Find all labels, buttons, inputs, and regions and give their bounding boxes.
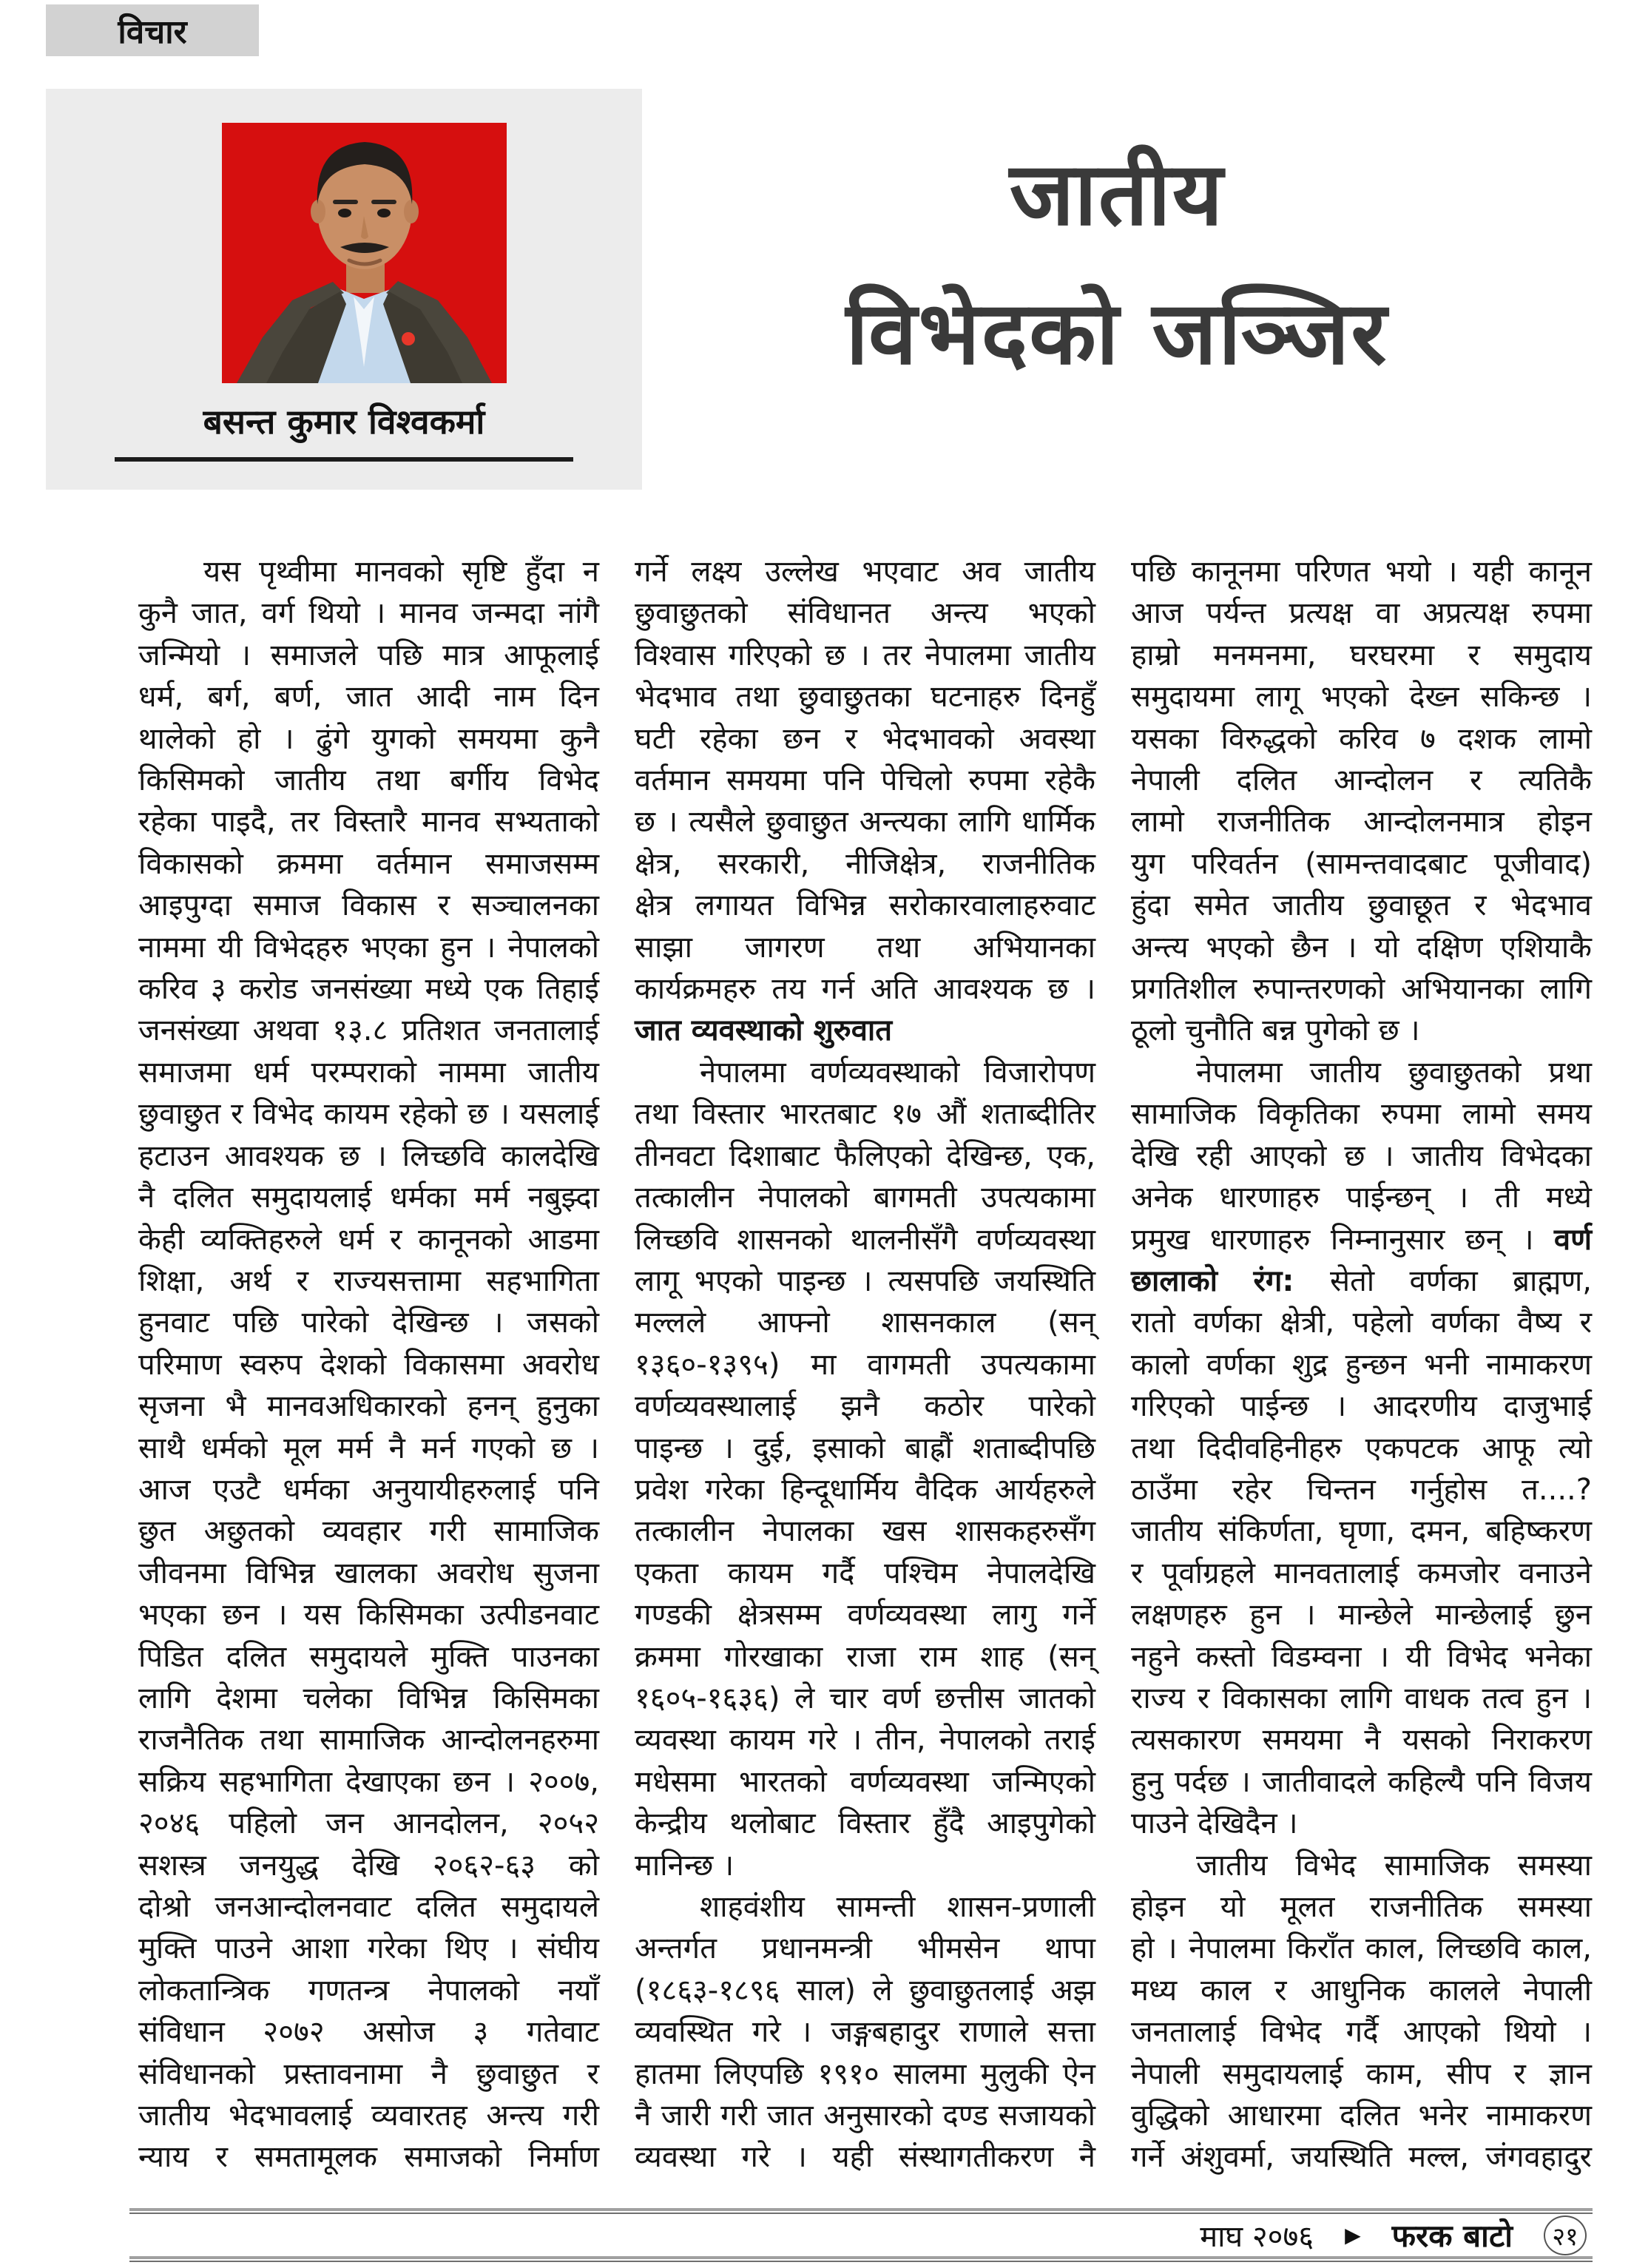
text-line: नाममा यी विभेदहरु भएका हुन । नेपालको — [138, 930, 599, 965]
text-line: जीवनमा विभिन्न खालका अवरोध सुजना — [138, 1556, 599, 1590]
text-line: नै दलित समुदायलाई धर्मका मर्म नबुझ्दा — [138, 1181, 599, 1215]
text-line: न्याय र समतामूलक समाजको निर्माण — [138, 2140, 599, 2175]
text-line: प्रगतिशील रुपान्तरणको अभियानका लागि — [1131, 972, 1592, 1007]
text-line: समाजमा धर्म परम्पराको नाममा जातीय — [138, 1055, 599, 1090]
text-line: मल्लले आफ्नो शासनकाल (सन् — [635, 1306, 1095, 1340]
author-name: बसन्त कुमार विश्वकर्मा — [203, 402, 485, 442]
article-title-line2: विभेदको जञ्जिर — [845, 282, 1388, 384]
text-line: एकता कायम गर्दै पश्चिम नेपालदेखि — [635, 1556, 1095, 1590]
text-line: सृजना भै मानवअधिकारको हनन् हुनुका — [138, 1389, 599, 1424]
text-line: छ । त्यसैले छुवाछुत अन्त्यका लागि धार्मिक — [635, 805, 1095, 840]
text-line: नै जारी गरी जात अनुसारको दण्ड सजायको — [635, 2099, 1095, 2133]
text-line: शिक्षा, अर्थ र राज्यसत्तामा सहभागिता — [138, 1263, 599, 1298]
text-line: वर्णव्यवस्थालाई झनै कठोर पारेको — [635, 1389, 1095, 1424]
text-line: भएका छन । यस किसिमका उत्पीडनवाट — [138, 1598, 599, 1633]
text-line: रहेका पाइदै, तर विस्तारै मानव सभ्यताको — [138, 805, 599, 840]
text-line: आइपुग्दा समाज विकास र सञ्चालनका — [138, 888, 599, 923]
text-line: १३६०-१३९५) मा वागमती उपत्यकामा — [635, 1347, 1095, 1382]
text-line: हाम्रो मनमनमा, घरघरमा र समुदाय — [1131, 638, 1592, 672]
text-line: शाहवंशीय सामन्ती शासन-प्रणाली — [700, 1890, 1095, 1924]
author-underline — [115, 457, 573, 462]
text-line: कुनै जात, वर्ग थियो । मानव जन्मदा नांगै — [138, 596, 599, 631]
subheading: जात व्यवस्थाको शुरुवात — [635, 1013, 893, 1048]
text-line: गर्ने लक्ष्य उल्लेख भएवाट अव जातीय — [635, 555, 1095, 589]
text-line: संविधानको प्रस्तावनामा नै छुवाछुत र — [138, 2056, 599, 2091]
text-line: र पूर्वाग्रहले मानवतालाई कमजोर वनाउने — [1131, 1556, 1592, 1590]
footer — [129, 2214, 1593, 2256]
text-line: कार्यक्रमहरु तय गर्न अति आवश्यक छ । — [635, 972, 1095, 1007]
text-line: होइन यो मूलत राजनीतिक समस्या — [1131, 1890, 1592, 1924]
text-line: गण्डकी क्षेत्रसम्म वर्णव्यवस्था लागु गर्ने — [635, 1598, 1095, 1633]
text-line: अनेक धारणाहरु पाईन्छन् । ती मध्ये — [1131, 1181, 1592, 1215]
text-line: (१८६३-१८९६ साल) ले छुवाछुतलाई अझ — [635, 1973, 1095, 2008]
text-line: नेपाली समुदायलाई काम, सीप र ज्ञान — [1131, 2056, 1592, 2091]
text-line: तथा दिदीवहिनीहरु एकपटक आफू त्यो — [1131, 1431, 1592, 1465]
text-line: करिव ३ करोड जनसंख्या मध्ये एक तिहाई — [138, 972, 599, 1007]
section-label: विचार — [118, 13, 187, 51]
author-photo — [222, 123, 507, 383]
text-line: समुदायमा लागू भएको देख्न सकिन्छ । — [1131, 680, 1592, 715]
text-line: पाइन्छ । दुई, इसाको बाह्रौं शताब्दीपछि — [635, 1431, 1095, 1465]
text-line: जन्मियो । समाजले पछि मात्र आफूलाई — [138, 638, 599, 672]
text-line: क्षेत्र, सरकारी, नीजिक्षेत्र, राजनीतिक — [635, 846, 1095, 881]
text-line: नेपाली दलित आन्दोलन र त्यतिकै — [1131, 763, 1592, 798]
arrow-right-icon: ▶ — [1345, 2222, 1361, 2247]
text-line: लोकतान्त्रिक गणतन्त्र नेपालको नयाँ — [138, 1973, 599, 2008]
text-line: घटी रहेका छन र भेदभावको अवस्था — [635, 721, 1095, 756]
text-line: सक्रिय सहभागिता देखाएका छन । २००७, — [138, 1764, 599, 1799]
text-line: त्यसकारण समयमा नै यसको निराकरण — [1131, 1723, 1592, 1758]
text-line: यसका विरुद्धको करिव ७ दशक लामो — [1131, 721, 1592, 756]
text-line: हो । नेपालमा किराँत काल, लिच्छवि काल, — [1131, 1931, 1592, 1966]
text-line: हातमा लिएपछि १९१० सालमा मुलुकी ऐन — [635, 2056, 1095, 2091]
text-line: क्रममा गोरखाका राजा राम शाह (सन् — [635, 1639, 1095, 1674]
text-line: परिमाण स्वरुप देशको विकासमा अवरोध — [138, 1347, 599, 1382]
text-line: थालेको हो । ढुंगे युगको समयमा कुनै — [138, 721, 599, 756]
text-line: हुंदा समेत जातीय छुवाछूत र भेदभाव — [1131, 888, 1592, 923]
text-line: यस पृथ्वीमा मानवको सृष्टि हुँदा न — [203, 555, 599, 589]
text-line: पाउने देखिदैन । — [1131, 1806, 1298, 1841]
text-line: व्यवस्था कायम गरे । तीन, नेपालको तराई — [635, 1723, 1095, 1758]
text-line: केन्द्रीय थलोबाट विस्तार हुँदै आइपुगेको — [635, 1806, 1095, 1841]
text-line: गर्ने अंशुवर्मा, जयस्थिति मल्ल, जंगवहादुर — [1131, 2140, 1592, 2175]
text-line: छालाको रंग: सेतो वर्णका ब्राह्मण, — [1131, 1263, 1592, 1298]
text-line: जातीय भेदभावलाई व्यवारतह अन्त्य गरी — [138, 2099, 599, 2133]
text-line: धर्म, बर्ग, बर्ण, जात आदी नाम दिन — [138, 680, 599, 715]
text-line: लामो राजनीतिक आन्दोलनमात्र होइन — [1131, 805, 1592, 840]
text-line: संविधान २०७२ असोज ३ गतेवाट — [138, 2015, 599, 2050]
body-column-1 — [138, 551, 599, 2178]
text-line: अन्तर्गत प्रधानमन्त्री भीमसेन थापा — [635, 1931, 1095, 1966]
text-line: युग परिवर्तन (सामन्तवादबाट पूजीवाद) — [1131, 846, 1592, 881]
text-line: तथा विस्तार भारतबाट १७ औं शताब्दीतिर — [635, 1097, 1095, 1132]
text-line: सशस्त्र जनयुद्ध देखि २०६२-६३ को — [138, 1848, 599, 1883]
text-line: देखि रही आएको छ । जातीय विभेदका — [1131, 1138, 1592, 1173]
author-panel — [46, 89, 642, 490]
text-line: राज्य र विकासका लागि वाधक तत्व हुन । — [1131, 1681, 1592, 1715]
text-line: मानिन्छ । — [635, 1848, 735, 1883]
text-line: व्यवस्था गरे । यही संस्थागतीकरण नै — [635, 2140, 1095, 2175]
text-line: सामाजिक विकृतिका रुपमा लामो समय — [1131, 1097, 1592, 1132]
text-line: किसिमको जातीय तथा बर्गीय विभेद — [138, 763, 599, 798]
text-line: मधेसमा भारतको वर्णव्यवस्था जन्मिएको — [635, 1764, 1095, 1799]
text-line: लागि देशमा चलेका विभिन्न किसिमका — [138, 1681, 599, 1715]
text-line: कालो वर्णका शुद्र हुन्छन भनी नामाकरण — [1131, 1347, 1592, 1382]
text-line: तत्कालीन नेपालको बागमती उपत्यकामा — [635, 1181, 1095, 1215]
text-line: गरिएको पाईन्छ । आदरणीय दाजुभाई — [1131, 1389, 1592, 1424]
text-line: हटाउन आवश्यक छ । लिच्छवि कालदेखि — [138, 1138, 599, 1173]
text-line: तत्कालीन नेपालका खस शासकहरुसँग — [635, 1514, 1095, 1549]
footer-bottom-rule — [129, 2256, 1593, 2262]
footer-magazine-name: फरक बाटो — [1391, 2218, 1513, 2254]
body-column-2 — [635, 551, 1095, 2178]
text-line: जातीय विभेद सामाजिक समस्या — [1196, 1848, 1592, 1883]
text-line: हुनवाट पछि पारेको देखिन्छ । जसको — [138, 1306, 599, 1340]
text-line: रातो वर्णका क्षेत्री, पहेलो वर्णका वैष्य र — [1131, 1306, 1592, 1340]
text-line: क्षेत्र लगायत विभिन्न सरोकारवालाहरुवाट — [635, 888, 1095, 923]
text-line: नेपालमा जातीय छुवाछुतको प्रथा — [1196, 1055, 1592, 1090]
text-line: हुनु पर्दछ । जातीवादले कहिल्यै पनि विजय — [1131, 1764, 1592, 1799]
text-line: नेपालमा वर्णव्यवस्थाको विजारोपण — [700, 1055, 1095, 1090]
footer-top-rule — [129, 2208, 1593, 2214]
text-line: भेदभाव तथा छुवाछुतका घटनाहरु दिनहुँ — [635, 680, 1095, 715]
body-column-3 — [1131, 551, 1592, 2178]
text-line: पिडित दलित समुदायले मुक्ति पाउनका — [138, 1639, 599, 1674]
text-line: आज पर्यन्त प्रत्यक्ष वा अप्रत्यक्ष रुपमा — [1131, 596, 1592, 631]
text-line: ठाउँमा रहेर चिन्तन गर्नुहोस त....? — [1131, 1472, 1592, 1507]
text-line: साझा जागरण तथा अभियानका — [635, 930, 1095, 965]
text-line: विकासको क्रममा वर्तमान समाजसम्म — [138, 846, 599, 881]
text-line: नहुने कस्तो विडम्वना । यी विभेद भनेका — [1131, 1639, 1592, 1674]
article-title — [642, 124, 1592, 402]
text-line: जनतालाई विभेद गर्दै आएको थियो । — [1131, 2015, 1592, 2050]
text-line: २०४६ पहिलो जन आनदोलन, २०५२ — [138, 1806, 599, 1841]
text-line: दोश्रो जनआन्दोलनवाट दलित समुदायले — [138, 1890, 599, 1924]
text-line: लागू भएको पाइन्छ । त्यसपछि जयस्थिति — [635, 1263, 1095, 1298]
footer-month-year: माघ २०७६ — [1200, 2220, 1314, 2254]
article-title-line1: जातीय — [1009, 143, 1225, 245]
article-body — [138, 551, 1593, 2178]
text-line: केही व्यक्तिहरुले धर्म र कानूनको आडमा — [138, 1222, 599, 1257]
text-line: छुत अछुतको व्यवहार गरी सामाजिक — [138, 1514, 599, 1549]
text-line: १६०५-१६३६) ले चार वर्ण छत्तीस जातको — [635, 1681, 1095, 1715]
text-line: लिच्छवि शासनको थालनीसँगै वर्णव्यवस्था — [635, 1222, 1095, 1257]
text-line: तीनवटा दिशाबाट फैलिएको देखिन्छ, एक, — [635, 1138, 1095, 1173]
text-line: आज एउटै धर्मका अनुयायीहरुलाई पनि — [138, 1472, 599, 1507]
text-line: व्यवस्थित गरे । जङ्गबहादुर राणाले सत्ता — [635, 2015, 1095, 2050]
text-line: वुद्धिको आधारमा दलित भनेर नामाकरण — [1131, 2099, 1592, 2133]
portrait-illustration — [222, 123, 507, 383]
text-line: जनसंख्या अथवा १३.८ प्रतिशत जनतालाई — [138, 1013, 599, 1048]
text-line: प्रमुख धारणाहरु निम्नानुसार छन् । वर्ण — [1131, 1222, 1592, 1257]
text-line: पछि कानूनमा परिणत भयो । यही कानून — [1131, 555, 1592, 589]
text-line: अन्त्य भएको छैन । यो दक्षिण एशियाकै — [1131, 930, 1592, 965]
text-line: प्रवेश गरेका हिन्दूधार्मिय वैदिक आर्यहरुले — [635, 1472, 1095, 1507]
text-line: राजनैतिक तथा सामाजिक आन्दोलनहरुमा — [138, 1723, 599, 1758]
text-line: वर्तमान समयमा पनि पेचिलो रुपमा रहेकै — [635, 763, 1095, 798]
text-line: छुवाछुत र विभेद कायम रहेको छ । यसलाई — [138, 1097, 599, 1132]
text-line: छुवाछुतको संविधानत अन्त्य भएको — [635, 596, 1095, 631]
text-line: लक्षणहरु हुन । मान्छेले मान्छेलाई छुन — [1131, 1598, 1592, 1633]
text-line: मुक्ति पाउने आशा गरेका थिए । संघीय — [138, 1931, 599, 1966]
text-line: मध्य काल र आधुनिक कालले नेपाली — [1131, 1973, 1592, 2008]
page-number-badge: २१ — [1544, 2215, 1587, 2255]
text-line: साथै धर्मको मूल मर्म नै मर्न गएको छ । — [138, 1431, 599, 1465]
text-line: जातीय संकिर्णता, घृणा, दमन, बहिष्करण — [1131, 1514, 1592, 1549]
text-line: ठूलो चुनौति बन्न पुगेको छ । — [1131, 1013, 1420, 1048]
section-label-box — [46, 4, 259, 56]
text-line: विश्वास गरिएको छ । तर नेपालमा जातीय — [635, 638, 1095, 672]
